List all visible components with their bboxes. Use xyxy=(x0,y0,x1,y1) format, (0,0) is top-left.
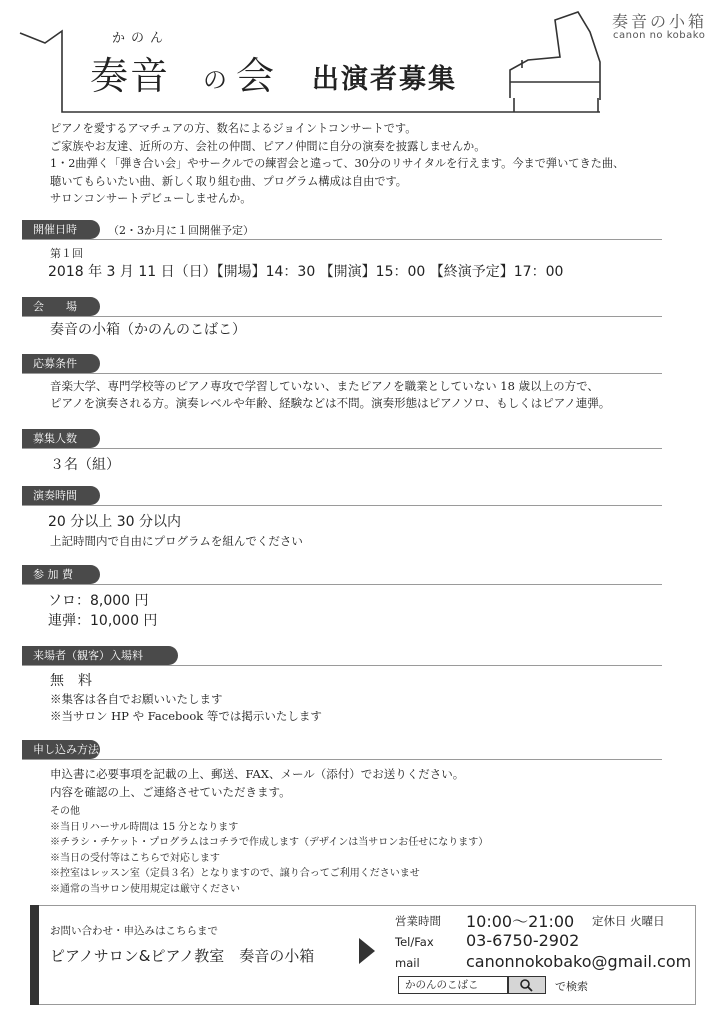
other-line: ※当日リハーサル時間は 15 分となります xyxy=(50,821,239,833)
fee-solo: ソロ：8,000 円 xyxy=(48,593,149,609)
search-input[interactable]: かのんのこばこ xyxy=(398,976,508,994)
grand-piano-icon xyxy=(510,12,600,112)
search-icon xyxy=(509,977,545,993)
section-divider xyxy=(22,665,662,666)
title-no: の xyxy=(203,66,227,94)
intro-line: ピアノを愛するアマチュアの方、数名によるジョイントコンサートです。 xyxy=(50,122,417,135)
capacity-value: ３名（組） xyxy=(50,457,120,473)
duration-value: 20 分以上 30 分以内 xyxy=(48,514,181,530)
section-label-venue: 会 場 xyxy=(22,297,100,316)
section-label-capacity: 募集人数 xyxy=(22,429,100,448)
contact-box-accent xyxy=(30,905,39,1005)
intro-line: ご家族やお友達、近所の方、会社の仲間、ピアノ仲間に自分の演奏を披露しませんか。 xyxy=(50,139,486,153)
page-subtitle: 出演者募集 xyxy=(312,64,457,95)
section-label-date: 開催日時 xyxy=(22,220,100,239)
section-label-audience: 来場者（観客）入場料 xyxy=(22,646,178,665)
audience-value: 無 料 xyxy=(50,673,92,689)
audience-note: ※当サロン HP や Facebook 等では掲示いたします xyxy=(50,709,322,723)
intro-text xyxy=(50,120,700,208)
other-line: その他 xyxy=(50,806,80,817)
eligibility-line: 音楽大学、専門学校等のピアノ専攻で学習していない、またピアノを職業としていない 18 歳以上の方で、 xyxy=(50,379,599,393)
duration-note: 上記時間内で自由にプログラムを組んでください xyxy=(50,534,303,548)
section-label-fee: 参 加 費 xyxy=(22,565,100,584)
section-label-apply: 申し込み方法 xyxy=(22,740,100,759)
holiday-value: 定休日 火曜日 xyxy=(592,914,665,928)
intro-line: 聴いてもらいたい曲、新しく取り組む曲、プログラム構成は自由です。 xyxy=(50,174,407,188)
hours-value: 10:00〜21:00 xyxy=(466,912,575,931)
section-divider xyxy=(22,239,662,240)
title-main: 奏音 xyxy=(90,54,171,98)
section-divider xyxy=(22,373,662,374)
other-line: ※控室はレッスン室（定員３名）となりますので、譲り合ってご利用くださいませ xyxy=(50,868,420,879)
tel-label: Tel/Fax xyxy=(395,935,434,949)
apply-other xyxy=(50,804,488,897)
intro-line: サロンコンサートデビューしませんか。 xyxy=(50,192,252,205)
brand-logo-text: 奏音の小箱 xyxy=(612,12,708,31)
arrow-right-icon xyxy=(357,936,377,966)
other-line: ※チラシ・チケット・プログラムはコチラで作成します（デザインは当サロンお任せになります） xyxy=(50,837,489,848)
section-divider xyxy=(22,505,662,506)
fee-duet: 連弾：10,000 円 xyxy=(48,613,158,629)
section-divider xyxy=(22,584,662,585)
other-line: ※通常の当サロン使用規定は厳守ください xyxy=(50,883,240,895)
audience-note: ※集客は各自でお願いいたします xyxy=(50,692,223,706)
other-line: ※当日の受付等はこちらで対応します xyxy=(50,852,220,864)
section-divider xyxy=(22,316,662,317)
section-divider xyxy=(22,448,662,449)
date-detail: 2018 年 3 月 11 日（日）【開場】14：30 【開演】15：00 【終演予定】17：00 xyxy=(48,264,564,280)
section-label-eligibility: 応募条件 xyxy=(22,354,100,373)
title-ruby: かのん xyxy=(112,31,170,46)
search-suffix: で検索 xyxy=(555,980,588,993)
search-button[interactable] xyxy=(508,976,546,994)
section-divider xyxy=(22,759,662,760)
brand-logo-sub: canon no kobako xyxy=(613,30,706,41)
date-note: （2・3か月に１回開催予定） xyxy=(108,224,254,237)
venue-value: 奏音の小箱（かのんのこばこ） xyxy=(50,322,246,338)
mail-value: canonnokobako@gmail.com xyxy=(466,952,692,971)
hours-label: 営業時間 xyxy=(395,914,441,928)
section-label-duration: 演奏時間 xyxy=(22,486,100,505)
mail-label: mail xyxy=(395,956,420,970)
inquiry-label: お問い合わせ・申込みはこちらまで xyxy=(50,925,218,937)
date-round: 第１回 xyxy=(50,247,83,260)
title-kai: 会 xyxy=(236,54,277,98)
apply-line: 内容を確認の上、ご連絡させていただきます。 xyxy=(50,785,291,799)
apply-line: 申込書に必要事項を記載の上、郵送、FAX、メール（添付）でお送りください。 xyxy=(50,767,465,781)
eligibility-line: ピアノを演奏される方。演奏レベルや年齢、経験などは不問。演奏形態はピアノソロ、もしくはピアノ連弾。 xyxy=(50,396,611,410)
tel-value: 03-6750-2902 xyxy=(466,931,580,950)
intro-line: 1・2曲弾く「弾き合い会」やサークルでの練習会と違って、30分のリサイタルを行えます。今まで弾いてきた曲、 xyxy=(50,157,625,170)
salon-name: ピアノサロン&ピアノ教室 奏音の小箱 xyxy=(50,947,315,965)
